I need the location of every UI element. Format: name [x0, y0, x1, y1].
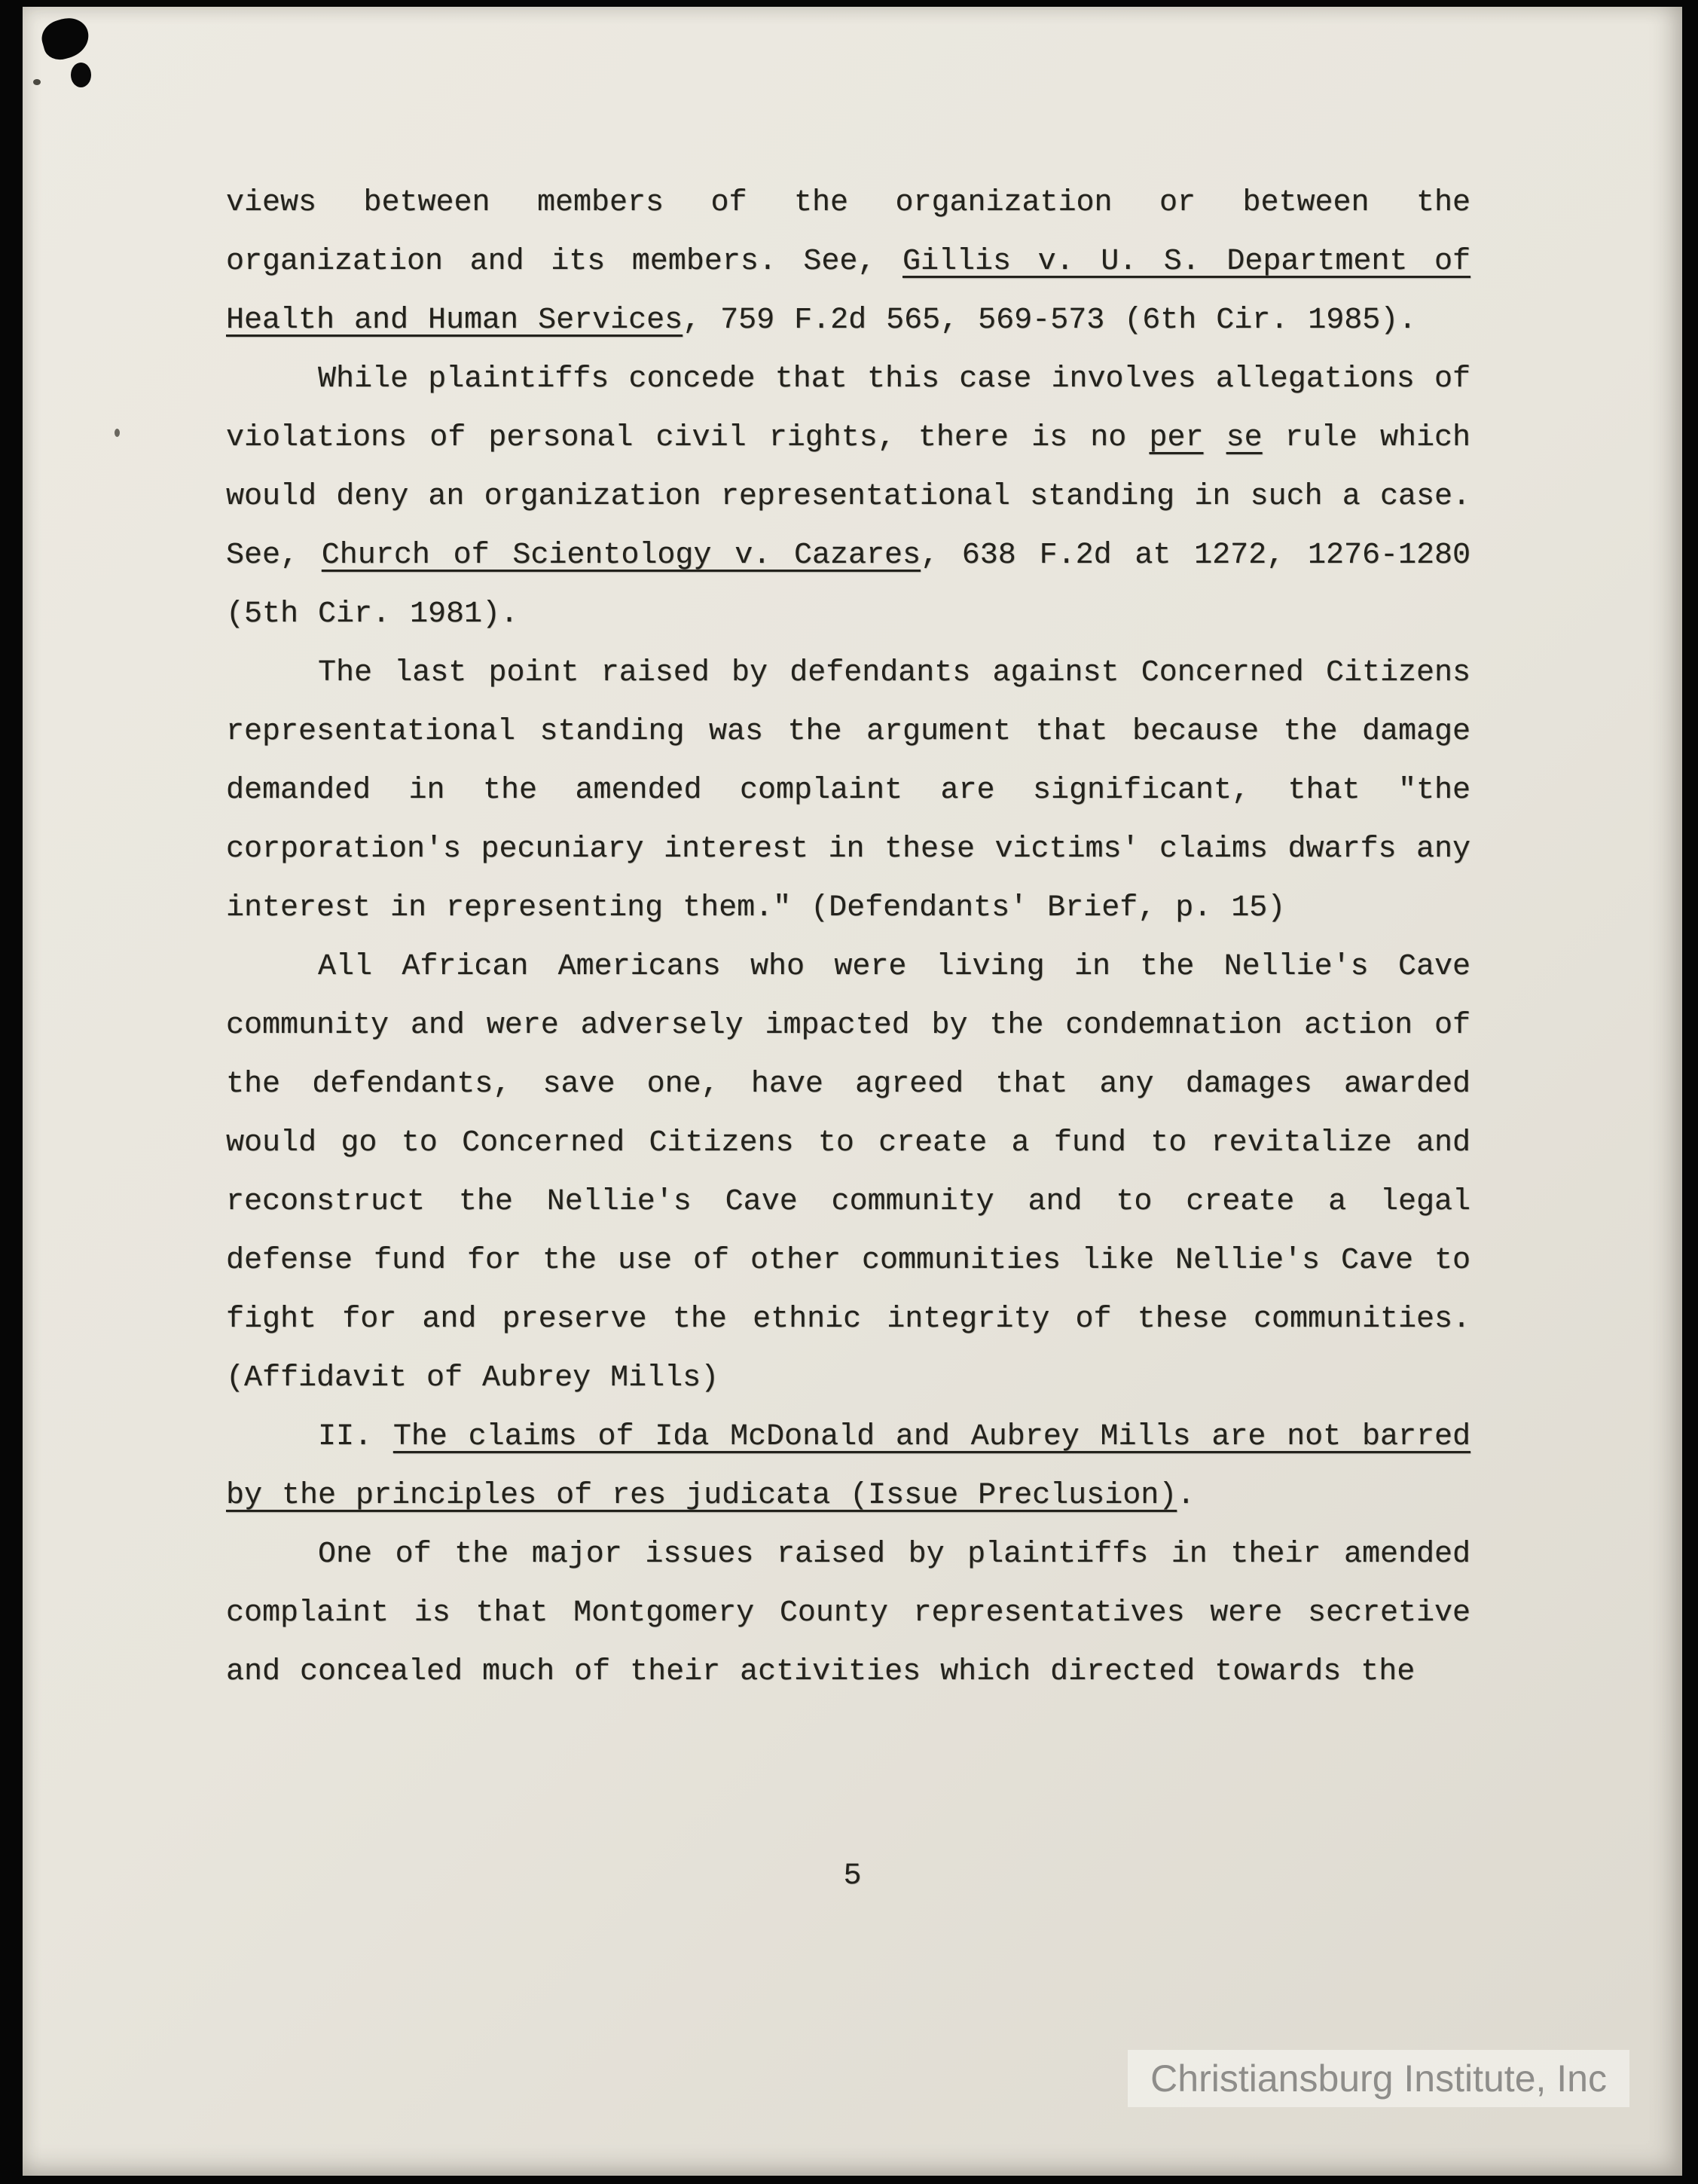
text-run: rule which would deny an organization representational standing in such a case. See,: [226, 421, 1470, 573]
text-run: [1203, 421, 1226, 455]
text-run: , 638 F.2d at 1272, 1276-1280 (5th Cir. 1981).: [226, 539, 1470, 631]
latin-term: per: [1149, 421, 1204, 455]
paragraph: [226, 350, 1470, 644]
paragraph: [226, 644, 1470, 938]
scan-artifact: [115, 429, 120, 437]
section-numeral: II.: [318, 1420, 393, 1454]
section-heading-text: The claims of Ida McDonald and Aubrey Mills are not barred by the principles of res judicata (Issue Preclusion): [226, 1420, 1470, 1513]
page-number: 5: [843, 1859, 862, 1893]
text-run: .: [1177, 1479, 1196, 1513]
text-run: , 759 F.2d 565, 569-573 (6th Cir. 1985).: [683, 304, 1417, 338]
paragraph: [226, 938, 1470, 1408]
case-citation: Church of Scientology v. Cazares: [321, 539, 921, 573]
document-page: [23, 7, 1682, 2176]
watermark: Christiansburg Institute, Inc: [1128, 2050, 1629, 2107]
scan-artifact: [33, 79, 41, 85]
document-body: [226, 174, 1470, 1702]
text-run: All African Americans who were living in the Nellie's Cave community and were adversely impacted by the condemnation action of the defendants, save one, have agreed that any damages awarded would go to Concerned Citizens to create a fund to revitalize and reconstruct the Nellie's Cave community and to create a legal defense fund for the use of other communities like Nellie's Cave to fight for and preserve the ethnic integrity of these communities. (Affidavit of Aubrey Mills): [226, 950, 1470, 1395]
case-citation: Gillis v. U. S. Department of Health and Human Services: [226, 245, 1470, 338]
scan-artifact: [71, 63, 91, 87]
text-run: The last point raised by defendants against Concerned Citizens representational standing was the argument that because the damage demanded in the amended complaint are significant, that "the corporation's pecuniary interest in these victims' claims dwarfs any interest in representing them." (Defendants' Brief, p. 15): [226, 656, 1470, 925]
latin-term: se: [1226, 421, 1263, 455]
paragraph: [226, 174, 1470, 350]
text-run: views between members of the organization or between the organization and its members. See,: [226, 186, 1470, 279]
paragraph: [226, 1526, 1470, 1702]
text-run: One of the major issues raised by plaintiffs in their amended complaint is that Montgomery County representatives were secretive and concealed much of their activities which directed towards the: [226, 1538, 1470, 1689]
section-heading: [226, 1408, 1470, 1526]
scan-artifact: [38, 13, 93, 63]
text-run: While plaintiffs concede that this case involves allegations of violations of personal civil rights, there is no: [226, 362, 1470, 455]
